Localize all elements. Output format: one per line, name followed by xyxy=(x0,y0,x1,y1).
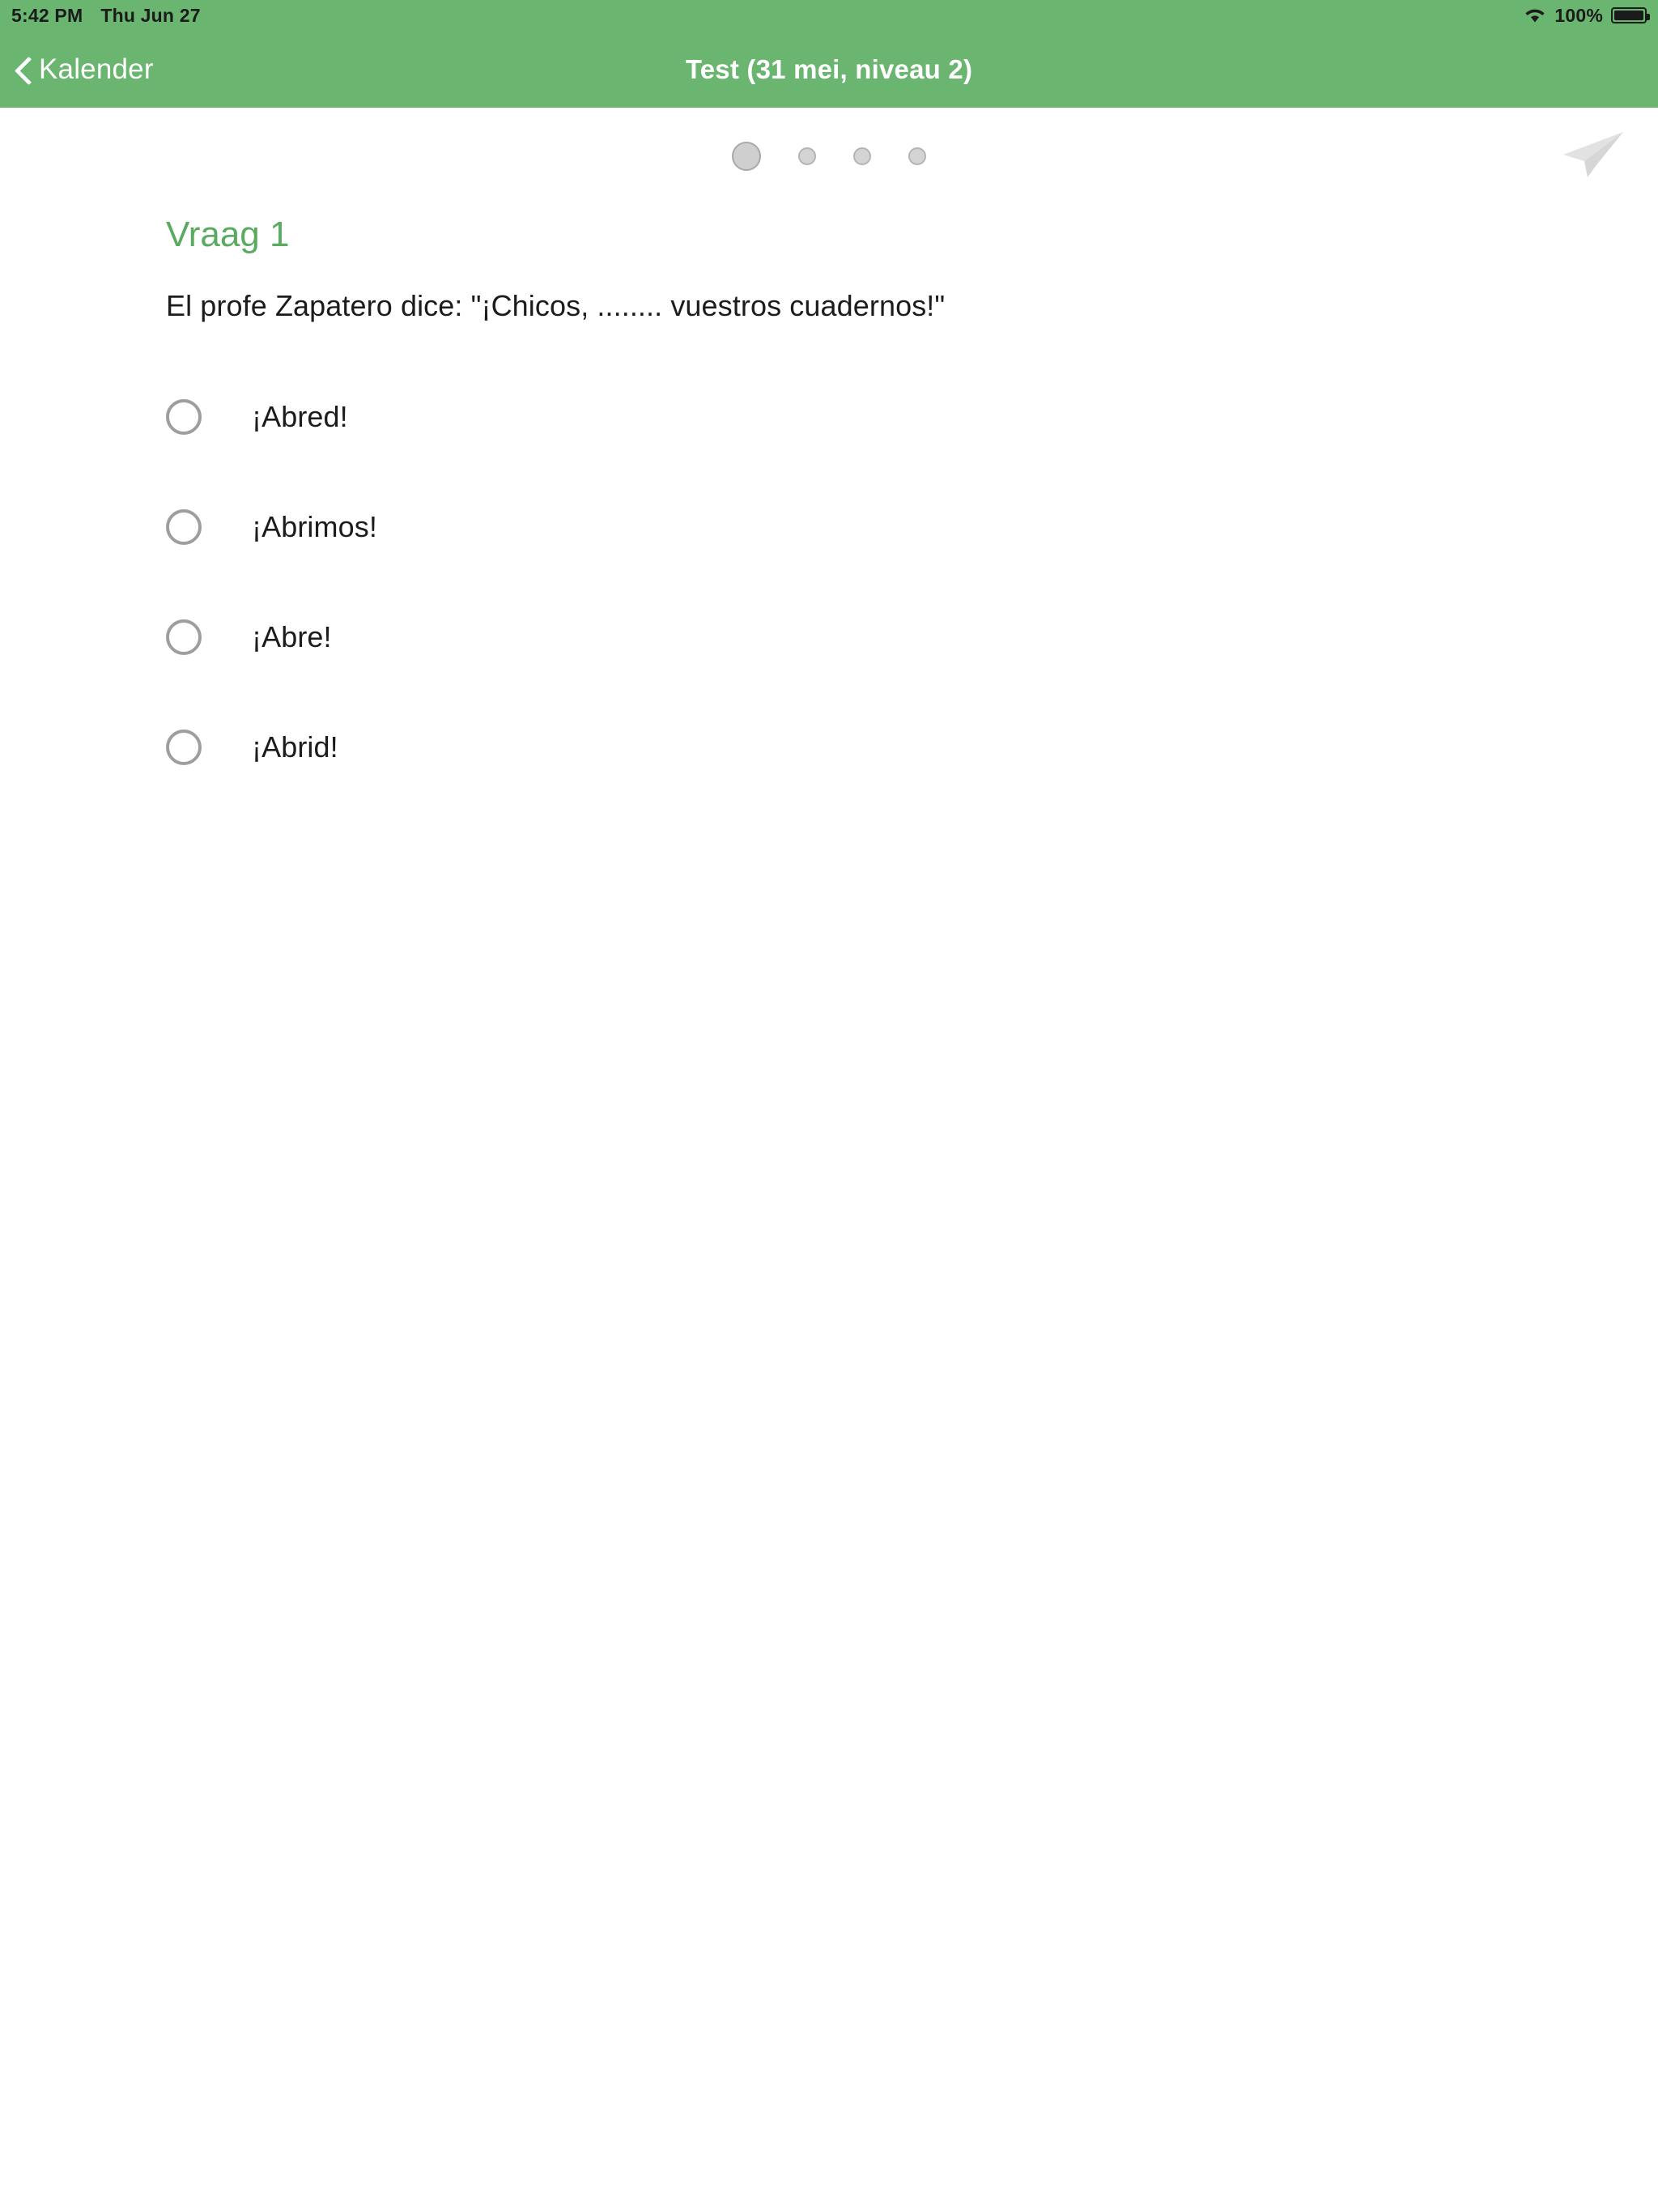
navigation-bar xyxy=(0,31,1658,108)
answer-option-label: ¡Abrimos! xyxy=(252,510,377,543)
page-dot-3[interactable] xyxy=(853,147,871,165)
back-button-label: Kalender xyxy=(39,53,154,85)
answer-options-list xyxy=(0,362,1658,802)
answer-option-4[interactable] xyxy=(0,692,1658,802)
question-prompt: El profe Zapatero dice: "¡Chicos, ........ vuestros cuadernos!" xyxy=(166,289,946,322)
radio-button-icon[interactable] xyxy=(166,399,202,435)
status-bar xyxy=(0,0,1658,31)
paper-plane-icon xyxy=(1560,129,1625,185)
answer-option-1[interactable] xyxy=(0,362,1658,472)
wifi-icon xyxy=(1524,7,1546,23)
battery-percent-label: 100% xyxy=(1554,4,1603,26)
answer-option-label: ¡Abred! xyxy=(252,400,348,433)
battery-icon xyxy=(1611,7,1647,23)
radio-button-icon[interactable] xyxy=(166,619,202,655)
status-bar-left xyxy=(11,5,201,27)
back-button[interactable] xyxy=(0,53,154,86)
status-date: Thu Jun 27 xyxy=(100,4,201,26)
answer-option-3[interactable] xyxy=(0,582,1658,692)
page-dot-2[interactable] xyxy=(798,147,816,165)
status-time: 5:42 PM xyxy=(11,4,83,26)
question-heading: Vraag 1 xyxy=(166,215,290,254)
answer-option-label: ¡Abre! xyxy=(252,620,332,653)
status-bar-right xyxy=(1524,5,1647,27)
chevron-left-icon xyxy=(15,54,32,85)
page-title: Test (31 mei, niveau 2) xyxy=(685,53,973,84)
send-button[interactable] xyxy=(1556,120,1629,193)
page-dot-4[interactable] xyxy=(908,147,926,165)
radio-button-icon[interactable] xyxy=(166,509,202,545)
pagination-row xyxy=(0,108,1658,205)
page-dot-1[interactable] xyxy=(732,142,761,171)
answer-option-2[interactable] xyxy=(0,472,1658,582)
question-content xyxy=(0,215,1658,802)
radio-button-icon[interactable] xyxy=(166,730,202,765)
answer-option-label: ¡Abrid! xyxy=(252,730,338,764)
battery-fill xyxy=(1614,11,1643,20)
